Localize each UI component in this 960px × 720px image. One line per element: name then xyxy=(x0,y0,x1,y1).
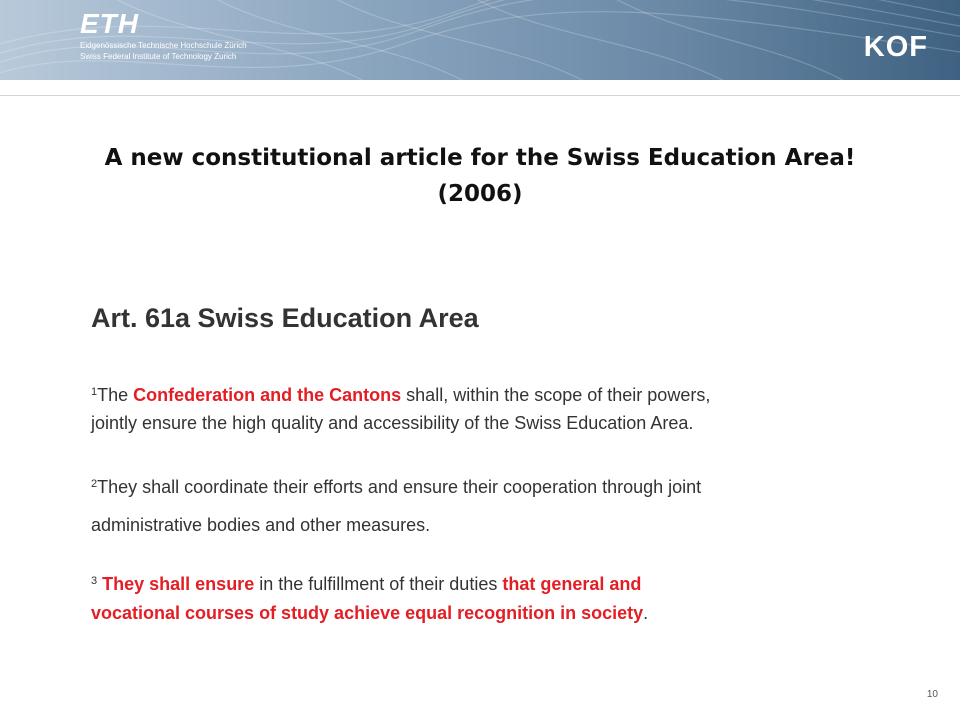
kof-logo: KOF xyxy=(863,31,928,63)
paragraph-3-middle: in the fulfillment of their duties xyxy=(254,574,503,594)
paragraph-1-line-2: jointly ensure the high quality and accessibility of the Swiss Education Area. xyxy=(91,413,694,433)
paragraph-1-post: shall, within the scope of their powers, xyxy=(401,385,711,405)
paragraph-3-highlight-2: that general and xyxy=(502,574,642,594)
header-wave-pattern xyxy=(0,0,960,80)
eth-subtitle-german: Eidgenössische Technische Hochschule Zürich xyxy=(80,41,247,50)
paragraph-1-highlight: Confederation and the Cantons xyxy=(133,385,402,405)
eth-logo: ETH xyxy=(80,8,139,39)
paragraph-3-line-2 xyxy=(91,604,648,622)
paragraph-3-number: 3 xyxy=(91,575,98,587)
paragraph-2-line-1 xyxy=(91,478,701,496)
paragraph-1-number: 1 xyxy=(91,386,98,398)
paragraph-2-number: 2 xyxy=(91,478,98,490)
slide-header xyxy=(0,0,960,80)
paragraph-1-pre: The xyxy=(97,385,134,405)
paragraph-3-highlight-3: vocational courses of study achieve equal recognition in society xyxy=(91,603,644,623)
paragraph-3-highlight-1: They shall ensure xyxy=(102,574,255,594)
paragraph-3-line-1 xyxy=(91,575,641,593)
paragraph-2-line-2: administrative bodies and other measures. xyxy=(91,515,431,535)
page-number: 10 xyxy=(926,689,938,700)
slide-title-year: (2006) xyxy=(437,181,523,207)
slide-title: A new constitutional article for the Swiss Education Area! xyxy=(104,145,856,171)
paragraph-1-line-1 xyxy=(91,386,710,404)
header-divider xyxy=(0,95,960,96)
article-heading: Art. 61a Swiss Education Area xyxy=(91,303,479,333)
paragraph-2-text: They shall coordinate their efforts and ensure their cooperation through joint xyxy=(97,477,702,497)
paragraph-3-end: . xyxy=(643,603,649,623)
eth-subtitle-english: Swiss Federal Institute of Technology Zurich xyxy=(80,52,237,61)
